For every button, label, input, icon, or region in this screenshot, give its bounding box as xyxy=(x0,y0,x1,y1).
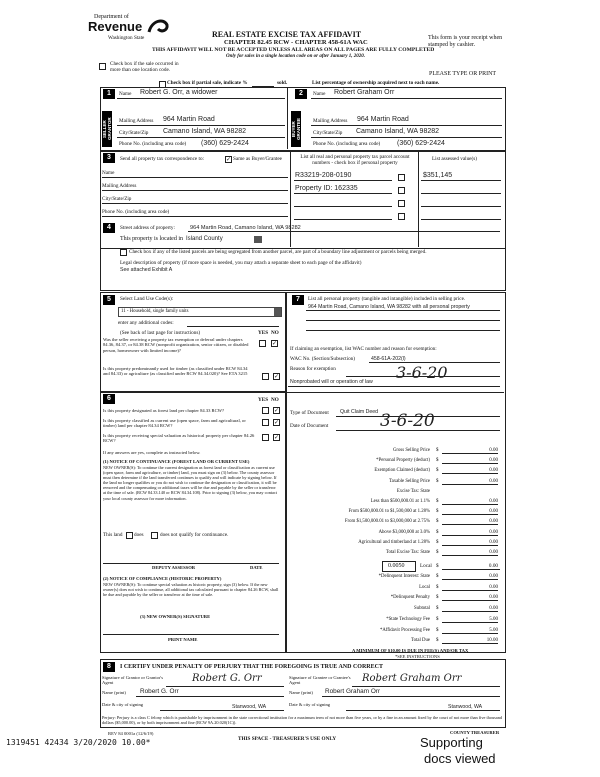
doc-date-label: Date of Document xyxy=(290,423,329,429)
see-back-label: (See back of last page for instructions) xyxy=(120,330,201,336)
receipt-note: This form is your receipt when stamped by cashier. xyxy=(428,35,503,48)
tax-row-label: From $1,500,000.01 to $3,000,000 at 2.75% xyxy=(344,519,430,525)
grantee-date-label: Date & city of signing xyxy=(289,702,331,707)
section-5-number: 5 xyxy=(103,295,115,305)
multi-location-label: Check box if the sale occurred in more than one location code. xyxy=(110,61,179,73)
seller-side-label: SELLER GRANTOR xyxy=(102,111,112,147)
grantee-sig-line xyxy=(352,686,500,687)
seller-city[interactable]: Camano Island, WA 98282 xyxy=(163,128,247,135)
only-sales-note: Only for sales in a single location code on or after January 1, 2020. xyxy=(226,54,366,59)
buyer-phone[interactable]: (360) 629-2424 xyxy=(397,140,445,147)
if-yes-note: If any answers are yes, complete as instructed below. xyxy=(103,450,201,455)
brand-swirl-icon xyxy=(146,16,170,36)
tax-row-dollar: $ xyxy=(436,519,439,525)
tax-row xyxy=(286,519,500,527)
personal-line-1 xyxy=(306,310,500,311)
s5-q2: Is this property predominantly used for timber (as classified under RCW 84.34 and 84.33) or agriculture (as classified under RCW 84.34.020)? See ETA 3215 xyxy=(103,366,248,377)
tax-row-label: Gross Selling Price xyxy=(392,448,430,453)
local-value-line xyxy=(442,569,500,570)
seller-addr-label: Mailing Address xyxy=(119,118,154,124)
tax-row-dollar: $ xyxy=(436,529,439,535)
buyer-name-line xyxy=(311,98,502,99)
doc-date-handwritten[interactable]: 3-6-20 xyxy=(380,411,435,431)
s6-q3-yes-checkbox[interactable] xyxy=(262,434,269,441)
s3-phone-line xyxy=(102,216,288,217)
revision-code: REV 84 0001a (12/6/19) xyxy=(108,731,154,736)
tax-row-value[interactable]: 0.00 xyxy=(442,468,498,474)
tax-row-label: Excise Tax: State xyxy=(396,488,430,494)
ownership-note: List percentage of ownership acquired next to each name. xyxy=(312,80,440,86)
tax-row-label: From $500,000.01 to $1,500,000 at 1.28% xyxy=(348,509,430,515)
print-name-label: PRINT NAME xyxy=(168,637,198,642)
tax-row-label: Above $3,000,000 at 3.0% xyxy=(378,529,430,535)
seller-name-label: Name xyxy=(119,91,132,97)
exhibit-note[interactable]: See attached Exhibit A xyxy=(120,267,173,273)
grantor-sig-line xyxy=(166,686,284,687)
section-8-number: 8 xyxy=(103,662,115,672)
parcel-header: List all real and personal property tax parcel account numbers - check box if personal property xyxy=(300,154,410,166)
section-3-number: 3 xyxy=(103,153,115,163)
exemption-label: If claiming an exemption, list WAC number and reason for exemption: xyxy=(290,346,437,352)
type-or-print: PLEASE TYPE OR PRINT xyxy=(429,71,497,77)
street-label: Street address of property: xyxy=(120,225,175,231)
perjury-note: Perjury: Perjury is a class C felony which is punishable by imprisonment in the state correctional institution for a maximum term of not more than five years, or by a fine in an amount fixed by the court of not more than five thousand dollars ($5,000.00), or by both imprisonment and fine (RCW 9A.20.020(1C)). xyxy=(102,715,502,725)
seller-phone-label: Phone No. (including area code) xyxy=(119,141,187,147)
tax-row-label: Subtotal xyxy=(414,606,430,612)
notice1-body: NEW OWNER(S): To continue the current designation as forest land or classification as current use (open space, farm and agriculture, or timber) land, you must sign on (3) below. The county assessor must then determine if the land transferred continues to qualify and will indicate by signing below. If the land no longer qualifies or you do not wish to continue the designation or classification, it will be removed and the compensating or additional taxes will be due and payable by the seller or transferor at the time of sale. (RCW 84.33.140 or RCW 84.34.108). Prior to signing (3) below, you may contact your local county assessor for more information. xyxy=(103,465,278,501)
parcel-3-line xyxy=(294,206,392,207)
grantee-name[interactable]: Robert Graham Orr xyxy=(325,688,381,695)
tax-row-value[interactable]: 0.00 xyxy=(442,519,498,525)
located-label: This property is located in xyxy=(120,236,183,242)
doc-type-label: Type of Document xyxy=(290,410,329,416)
assessed-2-line xyxy=(421,193,501,194)
grantor-name-line xyxy=(136,696,284,697)
form-title: REAL ESTATE EXCISE TAX AFFIDAVIT xyxy=(212,30,362,39)
section-7-number: 7 xyxy=(292,295,304,305)
section-6-number: 6 xyxy=(103,394,115,404)
multi-location-checkbox[interactable] xyxy=(99,63,106,70)
tax-row-dollar: $ xyxy=(436,638,439,644)
certify-statement: I CERTIFY UNDER PENALTY OF PERJURY THAT THE FOREGOING IS TRUE AND CORRECT xyxy=(120,664,383,670)
county-select[interactable]: Island County xyxy=(186,236,223,242)
parcel-1[interactable]: R33219-208-0190 xyxy=(295,172,352,179)
legal-desc-label: Legal description of property (if more space is needed, you may attach a separate sheet to each page of the affidavit) xyxy=(120,260,362,266)
buyer-addr-line xyxy=(311,125,502,126)
local-dollar: $ xyxy=(436,563,439,569)
this-land-label: This land xyxy=(103,532,123,538)
doc-date-line xyxy=(336,430,500,431)
land-use-select[interactable] xyxy=(118,307,282,317)
section-2-number: 2 xyxy=(295,89,307,99)
tax-row-value[interactable]: 0.00 xyxy=(442,509,498,515)
tax-row xyxy=(286,489,500,497)
same-as-buyer-label: Same as Buyer/Grantee xyxy=(233,156,282,162)
correspondence-label: Send all property tax correspondence to: xyxy=(120,156,204,162)
tax-row-dollar: $ xyxy=(436,468,439,474)
grantor-date-label: Date & city of signing xyxy=(102,702,144,707)
grantee-sig-label: Signature of Grantee or Grantee's Agent xyxy=(289,675,351,686)
tax-row xyxy=(286,550,500,558)
s3-name-line xyxy=(102,177,288,178)
minimum-note: A MINIMUM OF $10.00 IS DUE IN FEE(S) AND/OR TAX xyxy=(352,648,469,653)
tax-row xyxy=(286,540,500,548)
tax-row xyxy=(286,509,500,517)
local-label: Local xyxy=(420,563,432,569)
grantor-city[interactable]: Stanwood, WA xyxy=(232,704,267,710)
s6-q2-no-checkbox[interactable]: ✓ xyxy=(274,419,280,426)
segregated-label: Check box if any of the listed parcels are being segregated from another parcel, are part of a boundary line adjustment or parcels being merged. xyxy=(129,249,427,255)
local-value: 0.00 xyxy=(488,563,498,569)
sold-label: sold. xyxy=(277,80,288,86)
tax-row-dollar: $ xyxy=(436,448,439,453)
see-instructions: *SEE INSTRUCTIONS xyxy=(395,654,440,659)
county-dropdown-icon[interactable] xyxy=(254,236,262,243)
s6-q3: Is this property receiving special valuation as historical property per chapter 84.26 RCW? xyxy=(103,433,255,444)
street-address[interactable]: 964 Martin Road, Camano Island, WA 98282 xyxy=(190,225,301,231)
tax-row-label: *State Technology Fee xyxy=(386,616,430,622)
s3-phone-label: Phone No. (including area code) xyxy=(102,209,170,215)
tax-row-label: *Delinquent Interest: State xyxy=(378,574,430,579)
tax-row-label: Total Due xyxy=(411,638,430,644)
notice2-body: NEW OWNER(S): To continue special valuation as historic property, sign (3) below. If the new owner(s) does not wish to continue, all additional tax calculated pursuant to chapter 84.26 RCW, shall be due and payable by the seller or transferor at the time of sale. xyxy=(103,582,279,598)
assessed-1[interactable]: $351,145 xyxy=(423,172,453,179)
tax-row-dollar: $ xyxy=(436,499,439,504)
local-rate-box[interactable] xyxy=(382,561,416,572)
does-label: does xyxy=(134,532,144,538)
treasurer-stamp: 1319451 42434 3/20/2020 10.00* xyxy=(6,738,151,747)
tax-row xyxy=(286,574,500,582)
parcel-1-personal-checkbox[interactable] xyxy=(398,174,405,181)
partial-sale-label: Check box if partial sale, indicate % xyxy=(167,80,248,86)
tax-row-label: Local xyxy=(419,584,430,590)
land-use-value: 11 - Household, single family units xyxy=(121,309,189,314)
grantee-city[interactable]: Stanwood, WA xyxy=(448,704,483,710)
tax-row-dollar: $ xyxy=(436,584,439,590)
does-not-label: does not qualify for continuance. xyxy=(160,532,229,538)
s3-addr-line xyxy=(102,190,288,191)
tax-row-value[interactable]: 0.00 xyxy=(442,550,498,556)
docs-viewed-stamp: docs viewed xyxy=(424,751,496,766)
seller-addr-line xyxy=(117,125,285,126)
s3-name-label: Name xyxy=(102,170,115,176)
tax-row xyxy=(286,468,500,476)
segregated-checkbox[interactable] xyxy=(120,249,127,256)
s3-city-label: City/State/Zip xyxy=(102,196,132,202)
form-chapter: CHAPTER 82.45 RCW - CHAPTER 458-61A WAC xyxy=(224,39,368,46)
tax-row-value[interactable]: 0.00 xyxy=(442,530,498,536)
reason-line-2 xyxy=(288,386,500,387)
form-warning: THIS AFFIDAVIT WILL NOT BE ACCEPTED UNLESS ALL AREAS ON ALL PAGES ARE FULLY COMPLETED xyxy=(152,47,435,53)
tax-row xyxy=(286,458,500,466)
tax-row xyxy=(286,638,500,646)
supporting-docs-stamp: Supporting xyxy=(420,735,483,750)
buyer-addr[interactable]: 964 Martin Road xyxy=(357,116,409,123)
s5-q1: Was the seller receiving a property tax exemption or deferral under chapters 84.36, 84.37, or 84.38 RCW (nonprofit organization, senior citizen, or disabled person, homeowner with limited income)? xyxy=(103,337,249,353)
land-use-label: Select Land Use Code(s): xyxy=(120,296,174,302)
tax-row-value[interactable]: 0.00 xyxy=(442,585,498,591)
tax-row xyxy=(286,617,500,625)
doc-type[interactable]: Quit Claim Deed xyxy=(340,409,379,415)
tax-row-dollar: $ xyxy=(436,478,439,484)
section-1-number: 1 xyxy=(103,89,115,99)
local-rate: 0.0050 xyxy=(388,563,405,569)
grantor-city-line xyxy=(160,710,284,711)
tax-row-value[interactable]: 5.00 xyxy=(442,628,498,634)
tax-row-value[interactable]: 0.00 xyxy=(442,479,498,485)
tax-row xyxy=(286,606,500,614)
s6-yes-header: YES xyxy=(258,397,269,403)
section-4-number: 4 xyxy=(103,223,115,233)
seller-addr[interactable]: 964 Martin Road xyxy=(163,116,215,123)
s6-q1-no-checkbox[interactable]: ✓ xyxy=(274,407,280,414)
s6-q2-yes-checkbox[interactable] xyxy=(262,419,269,426)
tax-row xyxy=(286,585,500,593)
tax-row xyxy=(286,448,500,456)
tax-row-label: Agricultural and timberland at 1.28% xyxy=(358,539,430,545)
tax-row-dollar: $ xyxy=(436,616,439,622)
land-use-dropdown-icon[interactable] xyxy=(274,308,281,316)
tax-row-value[interactable]: 0.00 xyxy=(442,606,498,612)
tax-row-value[interactable]: 0.00 xyxy=(442,458,498,464)
seller-city-line xyxy=(117,137,285,138)
s3-city-line xyxy=(102,203,288,204)
dept-state: Washington State xyxy=(108,35,145,41)
tax-row-label: Total Excise Tax: State xyxy=(385,550,430,555)
buyer-addr-label: Mailing Address xyxy=(313,118,348,124)
tax-row-value[interactable]: 0.00 xyxy=(442,448,498,454)
tax-row xyxy=(286,530,500,538)
parties-divider xyxy=(287,87,288,149)
seller-city-label: City/State/Zip xyxy=(119,130,149,136)
tax-row xyxy=(286,595,500,603)
grantee-signature[interactable]: Robert Graham Orr xyxy=(362,673,462,684)
tax-row-label: *Personal Property (deduct) xyxy=(376,458,430,464)
tax-row-value[interactable]: 0.00 xyxy=(442,574,498,580)
county-treasurer-label: COUNTY TREASURER xyxy=(450,730,500,735)
personal-property-value[interactable]: 964 Martin Road, Camano Island, WA 98282 with all personal property xyxy=(308,304,470,310)
tax-row xyxy=(286,479,500,487)
s6-q2: Is this property classified as current use (open space, farm and agricultural, or timber) land per chapter 84.34 RCW? xyxy=(103,418,246,429)
parcel-3-personal-checkbox[interactable] xyxy=(398,200,405,207)
s5-no-header: NO xyxy=(271,330,279,336)
s5-yes-header: YES xyxy=(258,330,269,336)
assessed-1-line xyxy=(421,180,501,181)
tax-row-label: Taxable Selling Price xyxy=(389,478,430,484)
assessed-3-line xyxy=(421,206,501,207)
buyer-city[interactable]: Camano Island, WA 98282 xyxy=(356,128,440,135)
s3-addr-label: Mailing Address xyxy=(102,183,137,189)
reason-line xyxy=(346,376,500,377)
tax-row-value[interactable]: 0.00 xyxy=(442,499,498,505)
additional-codes-label: enter any additional codes: xyxy=(118,320,174,326)
tax-row-dollar: $ xyxy=(436,627,439,633)
s6-q1: Is this property designated as forest land per chapter 84.33 RCW? xyxy=(103,408,225,413)
tax-row-dollar: $ xyxy=(436,606,439,612)
deputy-line[interactable] xyxy=(103,563,279,564)
tax-row-label: Exemption Claimed (deduct) xyxy=(374,468,430,474)
parcel-2-line xyxy=(294,193,392,194)
tax-row-value[interactable]: 0.00 xyxy=(442,595,498,601)
grantee-name-label: Name (print) xyxy=(289,690,313,695)
dept-line: Department of xyxy=(94,14,129,20)
grantor-name-label: Name (print) xyxy=(102,690,126,695)
grantee-city-line xyxy=(346,710,500,711)
s6-q1-yes-checkbox[interactable] xyxy=(262,407,269,414)
reason-value[interactable]: Nonprobated will or operation of law xyxy=(290,379,373,385)
tax-row-label: Less than $500,000.01 at 1.1% xyxy=(370,499,430,504)
reason-date-handwritten[interactable]: 3-6-20 xyxy=(396,363,448,382)
does-checkbox[interactable] xyxy=(126,532,133,539)
treasurer-use-label: THIS SPACE - TREASURER'S USE ONLY xyxy=(238,736,337,742)
tax-row-dollar: $ xyxy=(436,550,439,555)
tax-row xyxy=(286,628,500,636)
personal-line-3 xyxy=(306,330,500,331)
parcel-1-line xyxy=(294,180,392,181)
grantor-signature[interactable]: Robert G. Orr xyxy=(192,673,262,684)
buyer-city-label: City/State/Zip xyxy=(313,130,343,136)
buyer-name[interactable]: Robert Graham Orr xyxy=(334,89,395,96)
parcel-4-personal-checkbox[interactable] xyxy=(398,213,405,220)
personal-property-label: List all personal property (tangible and intangible) included in selling price. xyxy=(308,296,466,302)
s5-q1-yes-checkbox[interactable] xyxy=(259,340,266,347)
tax-row-value[interactable]: 0.00 xyxy=(442,540,498,546)
tax-row-label: *Affidavit Processing Fee xyxy=(379,627,430,633)
notice2-title: (2) NOTICE OF COMPLIANCE (HISTORIC PROPERTY) xyxy=(103,576,222,581)
tax-row-value[interactable]: 10.00 xyxy=(442,638,498,644)
sig3-label: (3) NEW OWNER(S) SIGNATURE xyxy=(140,614,211,619)
assessed-header: List assessed value(s) xyxy=(432,156,477,162)
seller-name-line xyxy=(117,98,285,99)
s6-q3-no-checkbox[interactable]: ✓ xyxy=(274,434,280,441)
street-line xyxy=(188,231,500,232)
does-not-checkbox[interactable] xyxy=(151,532,158,539)
parcel-2-personal-checkbox[interactable] xyxy=(398,187,405,194)
tax-row-dollar: $ xyxy=(436,509,439,515)
date-label: DATE xyxy=(250,565,263,570)
additional-codes-line[interactable] xyxy=(187,326,279,327)
wac-label: WAC No. (Section/Subsection) xyxy=(290,356,355,362)
buyer-name-label: Name xyxy=(313,91,326,97)
parcel-2[interactable]: Property ID: 162335 xyxy=(295,185,358,192)
tax-row-value[interactable]: 5.00 xyxy=(442,617,498,623)
deputy-label: DEPUTY ASSESSOR xyxy=(152,565,196,570)
buyer-city-line xyxy=(311,137,502,138)
buyer-side-label: BUYER GRANTEE xyxy=(291,111,301,147)
notice1-title: (1) NOTICE OF CONTINUANCE (FOREST LAND OR CURRENT USE) xyxy=(103,459,250,464)
print-name-line[interactable] xyxy=(103,634,279,635)
wac-value[interactable]: 458-61A-202(l) xyxy=(371,356,406,362)
buyer-phone-label: Phone No. (including area code) xyxy=(313,141,381,147)
doc-box xyxy=(286,392,504,393)
tax-row-dollar: $ xyxy=(436,595,439,601)
reason-label: Reason for exemption xyxy=(290,366,336,372)
seller-phone[interactable]: (360) 629-2424 xyxy=(201,140,249,147)
tax-row-dollar: $ xyxy=(436,458,439,464)
tax-row-dollar: $ xyxy=(436,574,439,579)
tax-row-label: *Delinquent Penalty xyxy=(390,595,430,601)
s5-q2-no-checkbox[interactable]: ✓ xyxy=(274,373,280,380)
dept-brand: Revenue xyxy=(88,19,143,34)
grantee-name-line xyxy=(322,696,500,697)
grantor-sig-label: Signature of Grantor or Grantor's Agent xyxy=(102,675,164,686)
same-as-buyer-checkbox[interactable]: ✓ xyxy=(226,156,232,163)
s5-q1-no-checkbox[interactable]: ✓ xyxy=(272,340,278,347)
s6-no-header: NO xyxy=(271,397,279,403)
tax-row-dollar: $ xyxy=(436,539,439,545)
personal-line-2 xyxy=(306,320,500,321)
grantor-name[interactable]: Robert G. Orr xyxy=(140,688,179,695)
seller-name[interactable]: Robert G. Orr, a widower xyxy=(140,89,218,96)
tax-row xyxy=(286,499,500,507)
s5-q2-yes-checkbox[interactable] xyxy=(262,373,269,380)
